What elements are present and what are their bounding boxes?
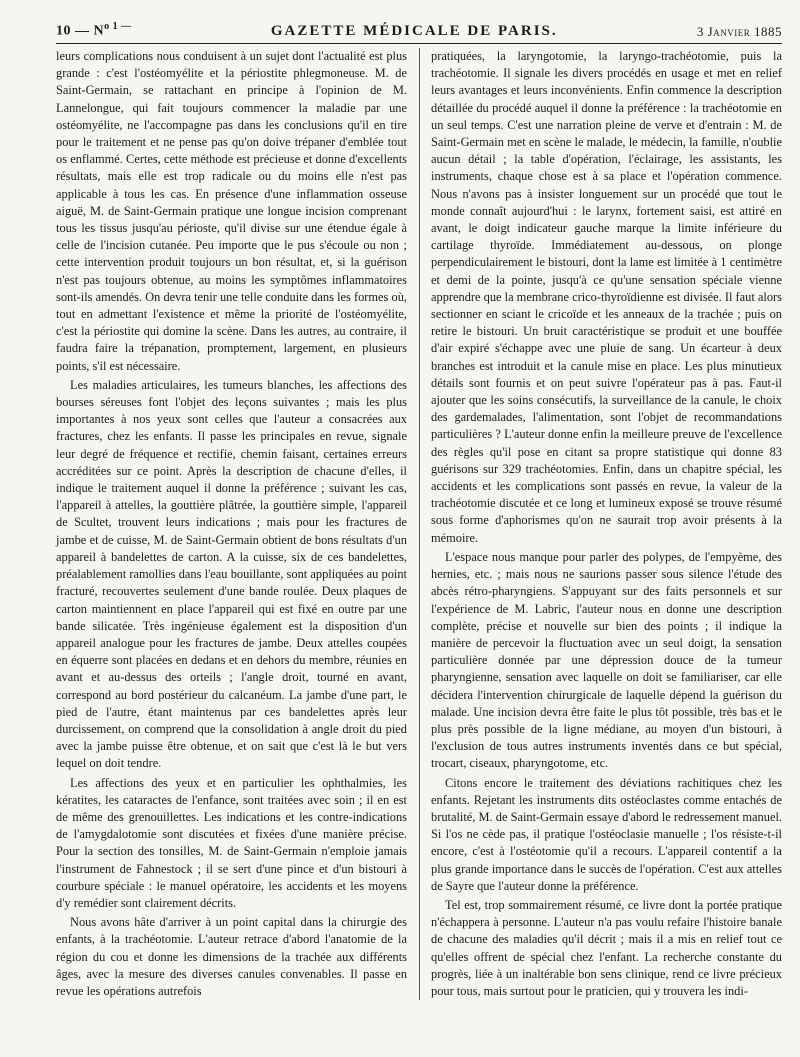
page-number-value: 10 [56, 24, 71, 39]
paragraph: L'espace nous manque pour parler des polypes, de l'empyème, des hernies, etc. ; mais nous ne saurions passer sous silence l'étude des abcès rétro-pharyngiens. S'appuyant sur des faits personnels et sur l'expérience de M. Labric, l'auteur nous en donne une description complète, précise et nouvelle sur bien des points ; il indique la manière de percevoir la fluctuation avec un seul doigt, la sensation particulière donnée par une dépression douce de la tumeur pharyngienne, sensation avec laquelle on doit se familiariser, car elle décidera l'intervention chirurgicale de laquelle dépend la guérison du malade. Une incision devra être faite le plus tôt possible, très bas et le plus près possible de la ligne médiane, au moyen d'un bistouri, à l'exclusion de tous autres instruments inventés dans ce but spécial, trocart, ciseaux, pharyngotome, etc. [431, 549, 782, 771]
date-month: Janvier [707, 24, 751, 39]
issue-prefix: — N [75, 24, 105, 39]
paragraph: pratiquées, la laryngotomie, la laryngo-trachéotomie, puis la trachéotomie. Il signale les divers procédés en usage et met en relief leurs avantages et leurs inconvénients. Enfin commence la description détaillée du procédé auquel il donne la préférence : la trachéotomie en un seul temps. C'est une narration pleine de verve et d'entrain : M. de Saint-Germain met en scène le malade, le médecin, la famille, n'oublie aucun détail ; la table d'opération, l'éclairage, les assistants, les instruments, chaque chose est à sa place et l'opération commence. Nous n'avons pas à insister longuement sur un procédé que tout le monde connaît aujourd'hui : le larynx, fortement saisi, est attiré en avant, le doigt indicateur gauche marque la limite inférieure du cartilage thyroïde. Immédiatement au-dessous, on plonge perpendiculairement le bistouri, dont la lame est limitée à 1 centimètre et demi de la pointe, jusqu'à ce qu'une sensation spéciale vienne apprendre que la membrane crico-thyroïdienne est divisée. Il faut alors sectionner en sciant le cricoïde et les anneaux de la trachée ; puis on retire le bistouri. Un bruit caractéristique se produit et une bouffée d'air expiré s'échappe avec une pluie de sang. Un écarteur à deux branches est introduit et la canule mise en place. Les plus minutieux détails sont fournis et on peut suivre l'opérateur pas à pas. Faut-il ajouter que les soins consécutifs, la surveillance de la canule, le choix des gardemalades, l'alimentation, sont l'objet de recommandations particulières ? L'auteur donne enfin la meilleure preuve de l'excellence des règles qu'il pose en citant sa propre statistique qui donne 83 guérisons sur 329 trachéotomies. Enfin, dans un chapitre spécial, les accidents et les complications sont passés en revue, la valeur de la trachéotomie discutée et ce long et lumineux exposé se trouve résumé sous forme d'aphorismes qu'on ne saurait trop avoir présents à la mémoire. [431, 49, 782, 545]
issue-date [697, 24, 782, 40]
right-column [431, 48, 782, 1000]
issue-number: o 1 — [104, 21, 132, 33]
date-day: 3 [696, 24, 704, 39]
paragraph: Nous avons hâte d'arriver à un point capital dans la chirurgie des enfants, à la trachéotomie. L'auteur retrace d'abord l'anatomie de la région du cou et donne les dimensions de la trachée aux différents âges, avec la mesure des diverses canules convenables. Il passe en revue les opérations autrefois [56, 915, 407, 998]
paragraph: Tel est, trop sommairement résumé, ce livre dont la portée pratique n'échappera à personne. L'auteur n'a pas voulu refaire l'histoire banale de chacune des maladies qu'il décrit ; mais il a mis en relief tout ce qu'elles offrent de spécial chez l'enfant. La recherche constante du progrès, liée à un inaltérable bon sens clinique, rend ce livre précieux pour tous, mais surtout pour le praticien, qui y trouvera les indi- [431, 897, 782, 998]
paragraph: Les maladies articulaires, les tumeurs blanches, les affections des bourses séreuses font l'objet des leçons suivantes ; mais les plus importantes à nos yeux sont celles que l'auteur a consacrées aux fractures, chez les enfants. Il passe les principales en revue, signale leur degré de fréquence et rectifie, chemin faisant, certaines erreurs accréditées sur ce point. Après la description de chacune d'elles, il indique le traitement auquel il donne la préférence ; suivant les cas, l'appareil à attelles, la gouttière plâtrée, la gouttière simple, l'appareil de Scultet, trouvent leurs indications ; mais pour les fractures de jambe et de cuisse, M. de Saint-Germain obtient de bons résultats d'un appareil à bandelettes de carton. A la cuisse, six de ces bandelettes, préalablement ramollies dans l'eau bouillante, sont appliquées au point fracturé, recouvertes seulement d'une bande roulée. Deux plaques de carton maintiennent en place l'appareil qui est fixé en outre par une bande silicatée. Très ingénieuse également est la disposition d'un appareil analogue pour les fractures de jambe. Deux attelles coupées en équerre sont placées en dedans et en dehors du membre, réunies en avant et au-dessus des orteils ; l'angle droit, tourné en avant, correspond au bord postérieur du calcanéum. La jambe d'une part, le pied de l'autre, étant maintenus par ces bandelettes après leur durcissement, on comprend que la consolidation à angle droit du pied avec la jambe puisse être obtenue, et on sait que c'est là le but vers lequel on doit tendre. [56, 377, 407, 771]
date-year: 1885 [753, 24, 782, 39]
column-divider [419, 48, 420, 1000]
paragraph: Citons encore le traitement des déviations rachitiques chez les enfants. Rejetant les instruments dits ostéoclastes comme entachés de brutalité, M. de Saint-Germain essaye d'abord le redressement manuel. Si l'os ne cède pas, il pratique l'ostéoclasie manuelle ; l'os résiste-t-il encore, c'est à l'ostéotomie qu'il a recours. L'appareil contentif a la plus grande importance dans le succès de l'opération. C'est aux attelles de Sayre que l'auteur donne la préférence. [431, 775, 782, 893]
journal-title: GAZETTE MÉDICALE DE PARIS. [270, 23, 558, 39]
article-columns [56, 48, 782, 1000]
paragraph: Les affections des yeux et en particulier les ophthalmies, les kératites, les cataractes de l'enfance, sont traitées avec soin ; il en est de même des grenouillettes. Les indications et les contre-indications de l'amygdalotomie sont discutées et fixées d'une manière précise. Pour la section des tonsilles, M. de Saint-Germain n'emploie jamais l'instrument de Fahnestock ; il se sert d'une pince et d'un bistouri à courbure spéciale : le manuel opératoire, les accidents et les moyens d'y remédier sont clairement décrits. [56, 775, 407, 910]
page-number [56, 21, 132, 40]
page-header [56, 18, 782, 44]
left-column [56, 48, 407, 1000]
paragraph: leurs complications nous conduisent à un sujet dont l'actualité est plus grande : c'est l'ostéomyélite et la périostite phlegmoneuse. M. de Saint-Germain, se rattachant en principe à l'opinion de M. Lannelongue, qui fait toujours commencer la maladie par une ostéomyélite, ne l'accompagne pas dans les conclusions qu'il en tire pour le traitement et ne pense pas qu'on doive trépaner d'emblée tout os enflammé. Certes, cette méthode est précieuse et donne d'excellents résultats, mais elle est trop radicale ou du moins elle n'est pas applicable à tous les cas. En présence d'une inflammation osseuse aiguë, M. de Saint-Germain pratique une longue incision comprenant tous les tissus jusqu'au périoste, qu'il divise sur une étendue égale à celle de l'incision cutanée. Peu importe que le pus s'écoule ou non ; cette intervention produit toujours un bon résultat, et, si la guérison n'est pas toujours obtenue, au moins les symptômes inflammatoires sont-ils amendés. On devra tenir une telle conduite dans les formes où, tout en admettant l'existence et même la priorité de l'ostéomyélite, c'est la périostite qui domine la scène. Dans les autres, au contraire, il faudra faire la trépanation, promptement, largement, en plusieurs points, s'il est nécessaire. [56, 49, 407, 373]
